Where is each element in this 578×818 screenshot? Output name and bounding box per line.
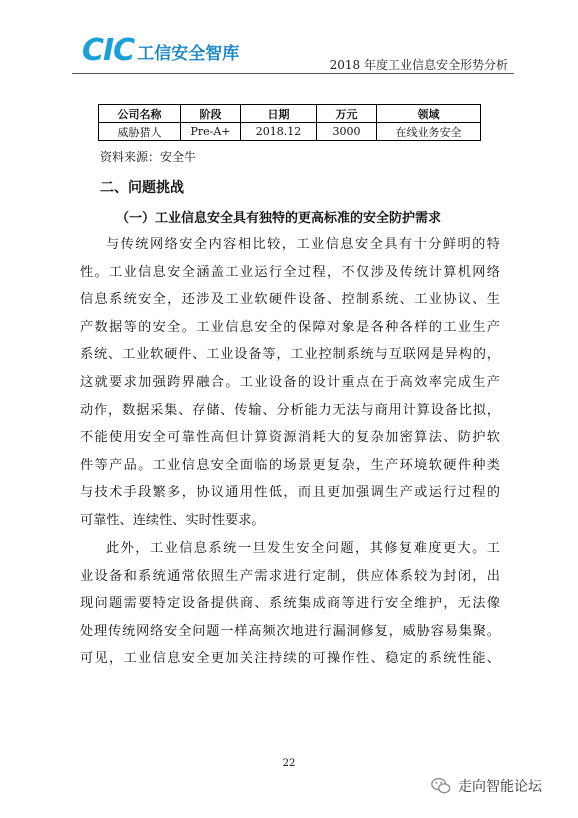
- text-line: 可靠性、连续性、实时性要求。: [80, 512, 265, 528]
- column-header: 万元: [317, 105, 377, 123]
- section-heading: 二、问题挑战: [100, 180, 184, 196]
- text-line: 此外，工业信息系统一旦发生安全问题，其修复难度更大。工: [106, 541, 500, 556]
- table-cell: 在线业务安全: [377, 123, 481, 141]
- text-line: 可见，工业信息安全更加关注持续的可操作性、稳定的系统性能、: [80, 651, 500, 667]
- source-note: 资料来源：安全牛: [100, 150, 197, 164]
- text-line: 系统、工业软硬件、工业设备等，工业控制系统与互联网是异构的，: [80, 347, 500, 363]
- table-cell: Pre-A+: [181, 123, 241, 141]
- column-header: 领域: [377, 105, 481, 123]
- text-line: 信息系统安全，还涉及工业软硬件设备、控制系统、工业协议、生: [80, 292, 500, 308]
- paragraph-2: [80, 535, 500, 673]
- table-cell: 2018.12: [241, 123, 317, 141]
- text-line: 这就要求加强跨界融合。工业设备的设计重点在于高效率完成生产: [80, 374, 500, 390]
- column-header: 公司名称: [99, 105, 181, 123]
- column-header: 阶段: [181, 105, 241, 123]
- document-title: 2018 年度工业信息安全形势分析: [329, 58, 508, 72]
- table-cell: 威胁猎人: [99, 123, 181, 141]
- page-number: 22: [282, 758, 296, 769]
- column-header: 日期: [241, 105, 317, 123]
- text-line: 性。工业信息安全涵盖工业运行全过程，不仅涉及传统计算机网络: [80, 264, 500, 280]
- text-line: 现问题需要特定设备提供商、系统集成商等进行安全维护，无法像: [80, 596, 500, 612]
- subsection-heading: （一）工业信息安全具有独特的更高标准的安全防护需求: [116, 211, 442, 226]
- table-row: [99, 123, 481, 141]
- logo: [82, 33, 240, 68]
- wechat-icon: [430, 775, 452, 797]
- table-cell: 3000: [317, 123, 377, 141]
- text-line: 与传统网络安全内容相比较，工业信息安全具有十分鲜明的特: [106, 237, 500, 252]
- watermark: [430, 775, 542, 797]
- logo-text: 工信安全智库: [137, 44, 240, 64]
- header-divider: [72, 73, 514, 74]
- table-header-row: [99, 105, 481, 123]
- logo-mark: CIC: [82, 33, 135, 68]
- watermark-text: 走向智能论坛: [458, 779, 542, 795]
- investment-table: [98, 104, 481, 141]
- text-line: 与技术手段繁多，协议通用性低，而且更加强调生产或运行过程的: [80, 485, 500, 501]
- paragraph-1: [80, 231, 500, 535]
- text-line: 业设备和系统通常依照生产需求进行定制，供应体系较为封闭，出: [80, 568, 500, 584]
- text-line: 产数据等的安全。工业信息安全的保障对象是各种各样的工业生产: [80, 319, 500, 335]
- text-line: 不能使用安全可靠性高但计算资源消耗大的复杂加密算法、防护软: [80, 430, 500, 446]
- text-line: 动作，数据采集、存储、传输、分析能力无法与商用计算设备比拟，: [80, 402, 500, 418]
- text-line: 处理传统网络安全问题一样高频次地进行漏洞修复，威胁容易集聚。: [80, 623, 500, 639]
- page-header: [72, 26, 514, 76]
- text-line: 件等产品。工业信息安全面临的场景更复杂，生产环境软硬件种类: [80, 457, 500, 473]
